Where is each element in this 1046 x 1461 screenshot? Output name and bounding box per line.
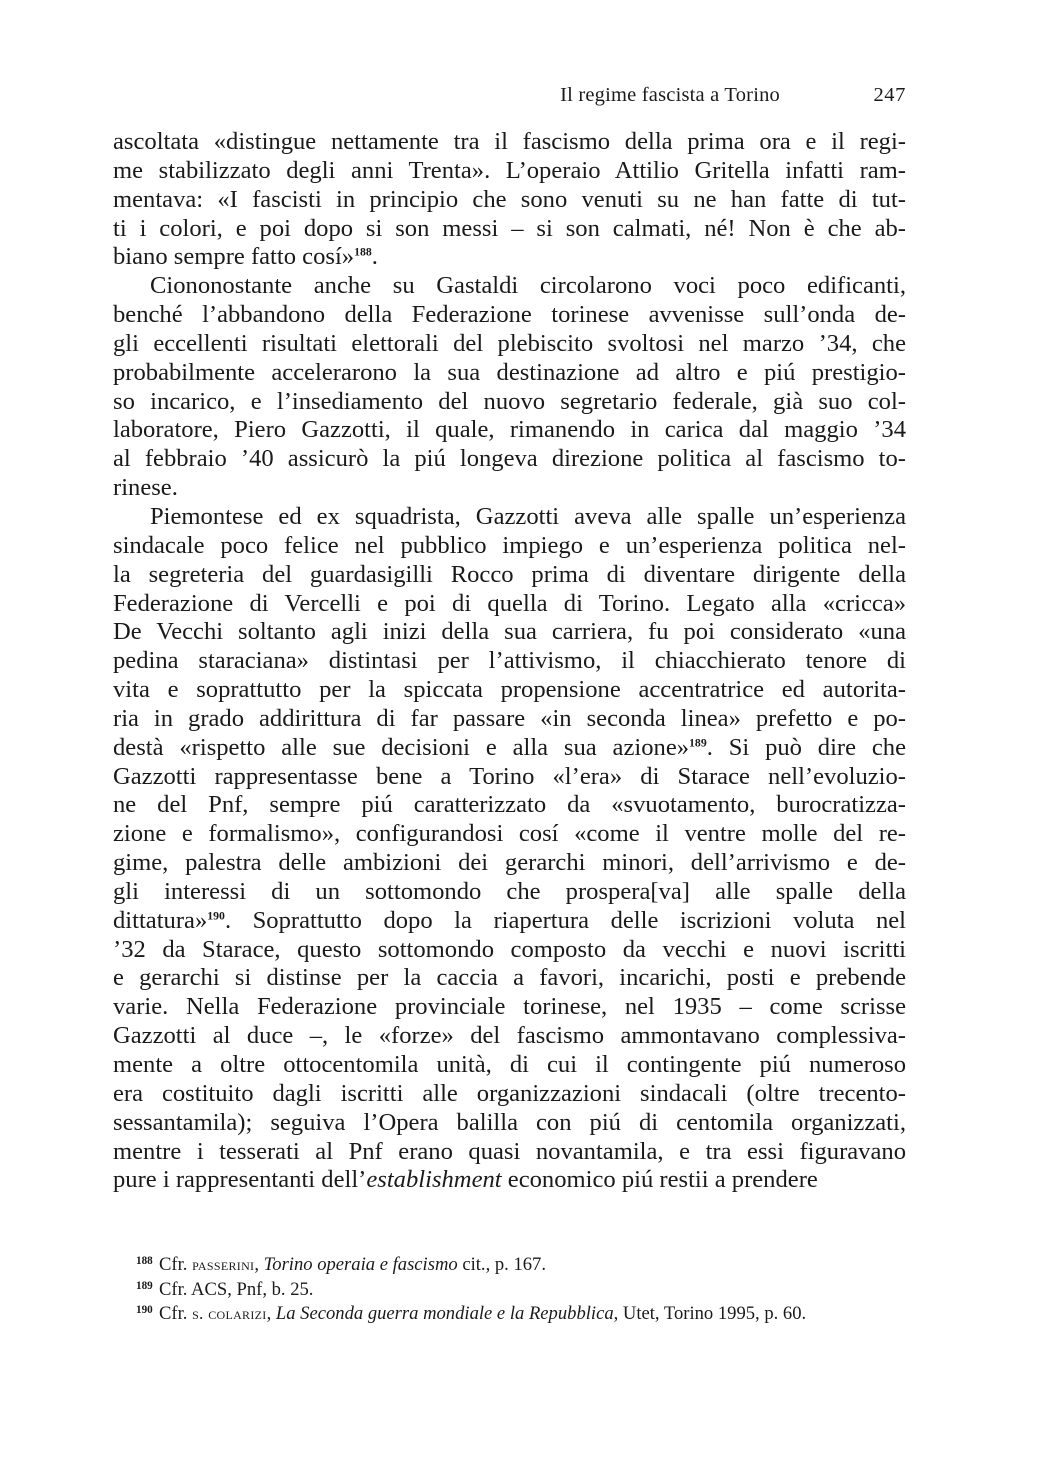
footnotes xyxy=(136,1249,906,1323)
text-line: Federazione di Vercelli e poi di quella di Torino. Legato alla «cricca» xyxy=(113,589,906,617)
text-line: probabilmente accelerarono la sua destinazione ad altro e piú prestigio- xyxy=(113,358,906,386)
text-line: la segreteria del guardasigilli Rocco prima di diventare dirigente della xyxy=(113,560,906,588)
text-line: ne del Pnf, sempre piú caratterizzato da «svuotamento, burocratizza- xyxy=(113,791,906,819)
text-line: pedina staraciana» distintasi per l’attivismo, il chiacchierato tenore di xyxy=(113,647,906,675)
text-line: biano sempre fatto cosí»$^{188}$. xyxy=(113,243,378,271)
text-line: mente a oltre ottocentomila unità, di cui il contingente piú numeroso xyxy=(113,1051,906,1078)
text-line: gime, palestra delle ambizioni dei gerarchi minori, dell’arrivismo e de- xyxy=(113,849,906,877)
footnote-reference: 190 xyxy=(207,908,225,923)
text-line: me stabilizzato degli anni Trenta». L’operaio Attilio Gritella infatti ram- xyxy=(113,156,906,184)
footnote-number: 190 xyxy=(136,1304,153,1317)
text-line: mentava: «I fascisti in principio che sono venuti su ne han fatte di tut- xyxy=(113,185,906,213)
text-line: ascoltata «distingue nettamente tra il fascismo della prima ora e il regi- xyxy=(113,128,906,155)
text-line: Gazzotti rappresentasse bene a Torino «l’era» di Starace nell’evoluzio- xyxy=(113,762,906,790)
footnote-number: 188 xyxy=(136,1255,153,1267)
text-line: gli interessi di un sottomondo che prospera[va] alle spalle della xyxy=(113,877,906,905)
body-text xyxy=(113,128,906,1195)
text-line: gli eccellenti risultati elettorali del plebiscito svoltosi nel marzo ’34, che xyxy=(113,329,906,357)
paragraph xyxy=(113,128,906,272)
footnote-reference: 188 xyxy=(354,244,372,259)
text-line: benché l’abbandono della Federazione torinese avvenisse sull’onda de- xyxy=(113,301,906,329)
footnote: 188 Cfr. passerini, Torino operaia e fascismo cit., p. 167. xyxy=(136,1249,906,1274)
text-line: De Vecchi soltanto agli inizi della sua carriera, fu poi considerato «una xyxy=(113,618,906,646)
text-line: ria in grado addirittura di far passare «in seconda linea» prefetto e po- xyxy=(113,704,906,732)
text-line: sessantamila); seguiva l’Opera balilla con piú di centomila organizzati, xyxy=(113,1108,906,1136)
text-line: destà «rispetto alle sue decisioni e alla sua azione»$^{189}$. Si può dire che xyxy=(113,733,906,761)
text-line: so incarico, e l’insediamento del nuovo segretario federale, già suo col- xyxy=(113,387,906,415)
text-line: ’32 da Starace, questo sottomondo composto da vecchi e nuovi iscritti xyxy=(113,935,906,963)
text-line: e gerarchi si distinse per la caccia a favori, incarichi, posti e prebende xyxy=(113,964,906,992)
text-line: laboratore, Piero Gazzotti, il quale, rimanendo in carica dal maggio ’34 xyxy=(113,416,906,444)
text-line: vita e soprattutto per la spiccata propensione accentratrice ed autorita- xyxy=(113,676,906,704)
text-line: rinese. xyxy=(113,474,178,502)
text-line: Ciononostante anche su Gastaldi circolarono voci poco edificanti, xyxy=(150,272,906,300)
paragraph xyxy=(113,272,906,503)
text-line: sindacale poco felice nel pubblico impiego e un’esperienza politica nel- xyxy=(113,531,906,559)
page-number: 247 xyxy=(873,84,906,106)
italic-text: establishment xyxy=(366,1166,502,1194)
italic-text: Torino operaia e fascismo xyxy=(263,1254,458,1276)
author-name: s. colarizi xyxy=(192,1304,267,1324)
text-line: ti i colori, e poi dopo si son messi – si son calmati, né! Non è che ab- xyxy=(113,214,906,242)
running-title: Il regime fascista a Torino xyxy=(560,84,780,106)
author-name: passerini xyxy=(192,1255,255,1275)
text-line: era costituito dagli iscritti alle organizzazioni sindacali (oltre trecento- xyxy=(113,1079,906,1107)
running-header xyxy=(113,84,906,114)
text-line: dittatura»$^{190}$. Soprattutto dopo la riapertura delle iscrizioni voluta nel xyxy=(113,906,906,934)
text-line: mentre i tesserati al Pnf erano quasi novantamila, e tra essi figuravano xyxy=(113,1137,906,1165)
text-line: pure i rappresentanti dell’establishment economico piú restii a prendere xyxy=(113,1166,818,1194)
text-line: varie. Nella Federazione provinciale torinese, nel 1935 – come scrisse xyxy=(113,993,906,1021)
footnote-number: 189 xyxy=(136,1279,153,1292)
text-line: Gazzotti al duce –, le «forze» del fascismo ammontavano complessiva- xyxy=(113,1022,906,1050)
paragraph xyxy=(113,503,906,1195)
text-line: al febbraio ’40 assicurò la piú longeva direzione politica al fascismo to- xyxy=(113,445,906,473)
footnote: 190 Cfr. s. colarizi, La Seconda guerra mondiale e la Repubblica, Utet, Torino 1995, p. 60. xyxy=(136,1298,906,1323)
footnote-reference: 189 xyxy=(689,735,707,750)
text-line: Piemontese ed ex squadrista, Gazzotti aveva alle spalle un’esperienza xyxy=(150,502,906,530)
text-line: zione e formalismo», configurandosi cosí «come il ventre molle del re- xyxy=(113,820,906,848)
italic-text: La Seconda guerra mondiale e la Repubblica xyxy=(275,1303,614,1325)
footnote: 189 Cfr. ACS, Pnf, b. 25. xyxy=(136,1274,906,1299)
